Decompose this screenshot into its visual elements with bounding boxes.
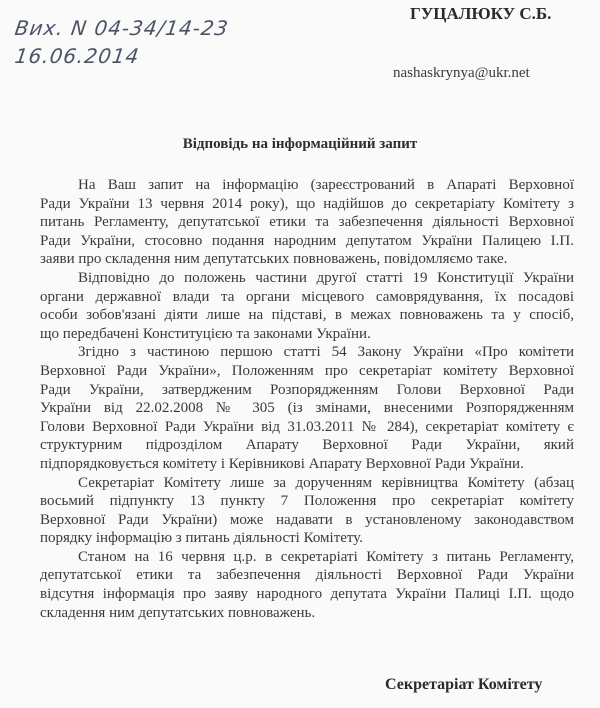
handwritten-outgoing-number: Вих. N 04-34/14-23	[13, 16, 231, 40]
paragraph-line: Ради України, затвердженим Розпорядженням Голови Верховної Ради	[40, 381, 574, 398]
paragraph	[40, 176, 574, 269]
paragraph	[40, 474, 574, 548]
paragraph	[40, 343, 574, 473]
paragraph-line: Верховної Ради України», Положенням про секретаріат комітету Верховної	[40, 362, 574, 379]
paragraph-line: Ради України 13 червня 2014 року), що надійшов до секретаріату Комітету з	[40, 195, 574, 212]
paragraph-line: восьмий підпункту 13 пункту 7 Положення про секретаріат комітету	[40, 493, 574, 510]
paragraph-line: питань Регламенту, депутатської етики та забезпечення діяльності Верховної	[40, 214, 574, 231]
signature-block: Секретаріат Комітету	[385, 676, 543, 693]
paragraph-line: відсутня інформація про заяву народного депутата України Палиці І.П. щодо	[40, 586, 574, 603]
document-body	[40, 176, 574, 622]
paragraph-line: Ради України, стосовно подання народним депутатом України Палицею І.П.	[40, 232, 574, 249]
paragraph-line: Верховної Ради України) може надавати в установленому законодавством	[40, 511, 574, 528]
paragraph-line: підпорядковується комітету і Керівникові Апарату Верховної Ради України.	[40, 455, 524, 472]
recipient-email: nashaskrynya@ukr.net	[393, 65, 530, 81]
paragraph-line: органи державної влади та органи місцевого самоврядування, їх посадові	[40, 288, 574, 305]
paragraph-line: України від 22.02.2008 № 305 (із змінами, внесеними Розпорядженням	[40, 400, 574, 417]
paragraph-line: складення ним депутатських повноважень.	[40, 604, 316, 621]
paragraph	[40, 269, 574, 343]
paragraph-line: особи зобов'язані діяти лише на підставі, в межах повноважень та у спосіб,	[40, 307, 574, 324]
paragraph-line: що передбачені Конституцією та законами України.	[40, 325, 371, 342]
paragraph-line: Відповідно до положень частини другої статті 19 Конституції України	[78, 269, 574, 286]
paragraph-line: структурним підрозділом Апарату Верховної Ради України, який	[40, 437, 574, 454]
paragraph-line: На Ваш запит на інформацію (зареєстрований в Апараті Верховної	[78, 177, 574, 193]
paragraph-line: Станом на 16 червня ц.р. в секретаріаті Комітету з питань Регламенту,	[78, 548, 574, 565]
document-heading: Відповідь на інформаційний запит	[182, 136, 418, 152]
paragraph-line: Згідно з частиною першою статті 54 Закону України «Про комітети	[78, 344, 574, 361]
handwritten-date: 16.06.2014	[13, 44, 142, 68]
recipient-name: ГУЦАЛЮКУ С.Б.	[410, 4, 552, 23]
paragraph-line: Секретаріат Комітету лише за дорученням керівництва Комітету (абзац	[78, 474, 574, 491]
paragraph	[40, 548, 574, 622]
paragraph-line: заяви про складення ним депутатських повноважень, повідомляємо таке.	[40, 251, 508, 268]
paragraph-line: Голови Верховної Ради України від 31.03.2011 № 284), секретаріат комітету є	[40, 418, 574, 435]
paragraph-line: порядку інформацію з питань діяльності Комітету.	[40, 530, 364, 547]
paragraph-line: депутатської етики та забезпечення діяльності Верховної Ради України	[40, 567, 574, 584]
